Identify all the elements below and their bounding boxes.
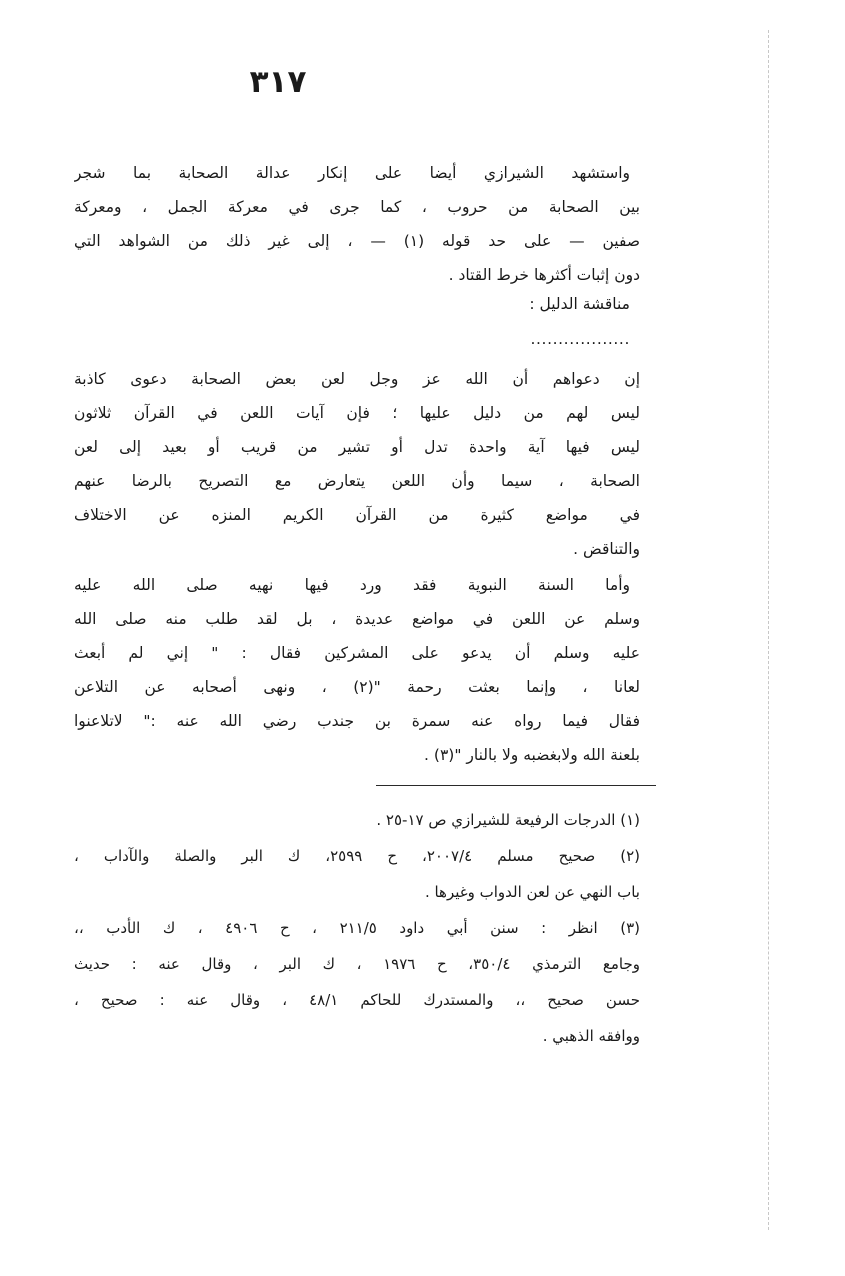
text-line: في مواضع كثيرة من القرآن الكريم المنزه عن الاختلاف: [74, 506, 640, 524]
footnote-line: ووافقه الذهبي .: [542, 1027, 640, 1045]
text-line: الصحابة ، سيما وأن اللعن يتعارض مع التصريح بالرضا عنهم: [74, 472, 640, 490]
footnote-line: حسن صحيح ،، والمستدرك للحاكم ٤٨/١ ، وقال عنه : صحيح ،: [74, 991, 640, 1009]
heading-text: مناقشة الدليل :: [529, 295, 630, 313]
text-line: دون إثبات أكثرها خرط القتاد .: [448, 266, 640, 284]
paragraph-sunnah: [74, 568, 640, 772]
footnote-line: (٣) انظر : سنن أبي داود ٢١١/٥ ، ح ٤٩٠٦ ، ك الأدب ،،: [74, 919, 640, 937]
text-line: واستشهد الشيرازي أيضا على إنكار عدالة الصحابة بما شجر: [74, 164, 630, 182]
text-line: عليه وسلم أن يدعو على المشركين فقال : " إني لم أبعث: [74, 644, 640, 662]
page-number: ٣١٧: [249, 64, 307, 100]
footnote-line: (٢) صحيح مسلم ٢٠٠٧/٤، ح ٢٥٩٩، ك البر والصلة والآداب ،: [74, 847, 640, 865]
footnote-line: (١) الدرجات الرفيعة للشيرازي ص ١٧-٢٥ .: [376, 811, 640, 829]
paragraph-shirazi-evidence: [74, 156, 640, 292]
dotted-separator: [74, 322, 640, 356]
text-line: ليس فيها آية واحدة تدل أو تشير من قريب أو بعيد إلى لعن: [74, 438, 640, 456]
footnote-divider: [376, 785, 656, 786]
text-line: صفين — على حد قوله (١) — ، إلى غير ذلك من الشواهد التي: [74, 232, 640, 250]
text-line: ليس لهم من دليل عليها ؛ فإن آيات اللعن في القرآن ثلاثون: [74, 404, 640, 422]
text-line: والتناقض .: [573, 540, 640, 558]
footnote-line: باب النهي عن لعن الدواب وغيرها .: [424, 883, 640, 901]
text-line: بين الصحابة من حروب ، كما جرى في معركة الجمل ، ومعركة: [74, 198, 640, 216]
paragraph-refutation: [74, 362, 640, 566]
dots-text: ..................: [530, 330, 630, 348]
text-line: بلعنة الله ولابغضبه ولا بالنار "(٣) .: [424, 746, 640, 764]
text-line: وسلم عن اللعن في مواضع عديدة ، بل لقد طلب منه صلى الله: [74, 610, 640, 628]
footnotes: [74, 802, 640, 1054]
text-line: فقال فيما رواه عنه سمرة بن جندب رضي الله عنه :" لاتلاعنوا: [74, 712, 640, 730]
scan-edge-line: [768, 30, 769, 1230]
text-line: إن دعواهم أن الله عز وجل لعن بعض الصحابة دعوى كاذبة: [74, 370, 640, 388]
footnote-line: وجامع الترمذي ٣٥٠/٤، ح ١٩٧٦ ، ك البر ، وقال عنه : حديث: [74, 955, 640, 973]
section-heading: [74, 287, 640, 321]
text-line: لعانا ، وإنما بعثت رحمة "(٢) ، ونهى أصحابه عن التلاعن: [74, 678, 640, 696]
text-line: وأما السنة النبوية فقد ورد فيها نهيه صلى الله عليه: [74, 576, 630, 594]
